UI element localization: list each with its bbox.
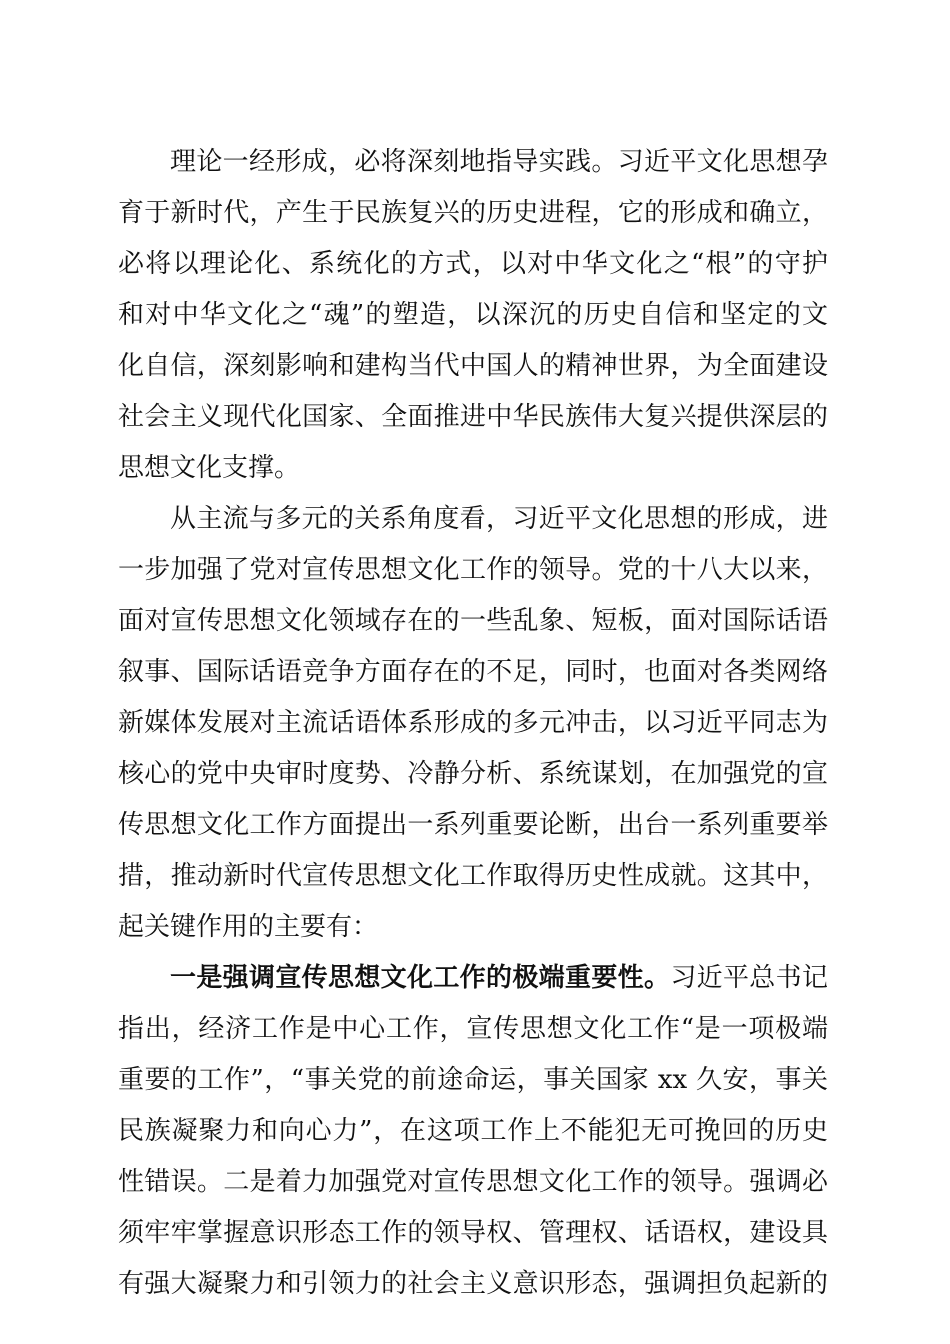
paragraph-1-line-7: 思想文化支撑。 (118, 453, 301, 483)
paragraph-3-line-5: 性错误。二是着力加强党对宣传思想文化工作的领导。强调必 (118, 1167, 828, 1197)
paragraph-2-line-1: 从主流与多元的关系角度看，习近平文化思想的形成，进 (170, 504, 828, 534)
paragraph-2-line-8: 措，推动新时代宣传思想文化工作取得历史性成就。这其中， (118, 861, 828, 891)
paragraph-2-line-3: 面对宣传思想文化领域存在的一些乱象、短板，面对国际话语 (118, 606, 828, 636)
paragraph-2-line-6: 核心的党中央审时度势、冷静分析、系统谋划，在加强党的宣 (118, 759, 828, 789)
paragraph-2-line-5: 新媒体发展对主流话语体系形成的多元冲击，以习近平同志为 (118, 708, 828, 738)
paragraph-1-line-2: 育于新时代，产生于民族复兴的历史进程，它的形成和确立， (118, 198, 828, 228)
paragraph-1-line-5: 化自信，深刻影响和建构当代中国人的精神世界，为全面建设 (118, 351, 828, 381)
paragraph-3-line-6: 须牢牢掌握意识形态工作的领导权、管理权、话语权，建设具 (118, 1218, 828, 1248)
paragraph-2-line-9: 起关键作用的主要有： (118, 912, 379, 942)
paragraph-3-line-4: 民族凝聚力和向心力”，在这项工作上不能犯无可挽回的历史 (118, 1116, 828, 1146)
paragraph-3-line-7: 有强大凝聚力和引领力的社会主义意识形态，强调担负起新的 (118, 1269, 828, 1299)
paragraph-2-line-4: 叙事、国际话语竞争方面存在的不足，同时，也面对各类网络 (118, 657, 828, 687)
paragraph-2-line-2: 一步加强了党对宣传思想文化工作的领导。党的十八大以来， (118, 555, 828, 585)
paragraph-3-line-1 (170, 958, 828, 998)
paragraph-1-line-4: 和对中华文化之“魂”的塑造，以深沉的历史自信和坚定的文 (118, 300, 828, 330)
paragraph-1-line-6: 社会主义现代化国家、全面推进中华民族伟大复兴提供深层的 (118, 402, 828, 432)
paragraph-3-line-2: 指出，经济工作是中心工作，宣传思想文化工作“是一项极端 (118, 1014, 828, 1044)
paragraph-3-line-1-rest: 习近平总书记 (670, 963, 828, 993)
paragraph-1-line-3: 必将以理论化、系统化的方式，以对中华文化之“根”的守护 (118, 249, 828, 279)
paragraph-3-bold-heading: 一是强调宣传思想文化工作的极端重要性。 (170, 963, 671, 993)
paragraph-3-line-3: 重要的工作”，“事关党的前途命运，事关国家 xx 久安，事关 (118, 1065, 828, 1095)
paragraph-1-line-1: 理论一经形成，必将深刻地指导实践。习近平文化思想孕 (170, 147, 828, 177)
paragraph-2-line-7: 传思想文化工作方面提出一系列重要论断，出台一系列重要举 (118, 810, 828, 840)
